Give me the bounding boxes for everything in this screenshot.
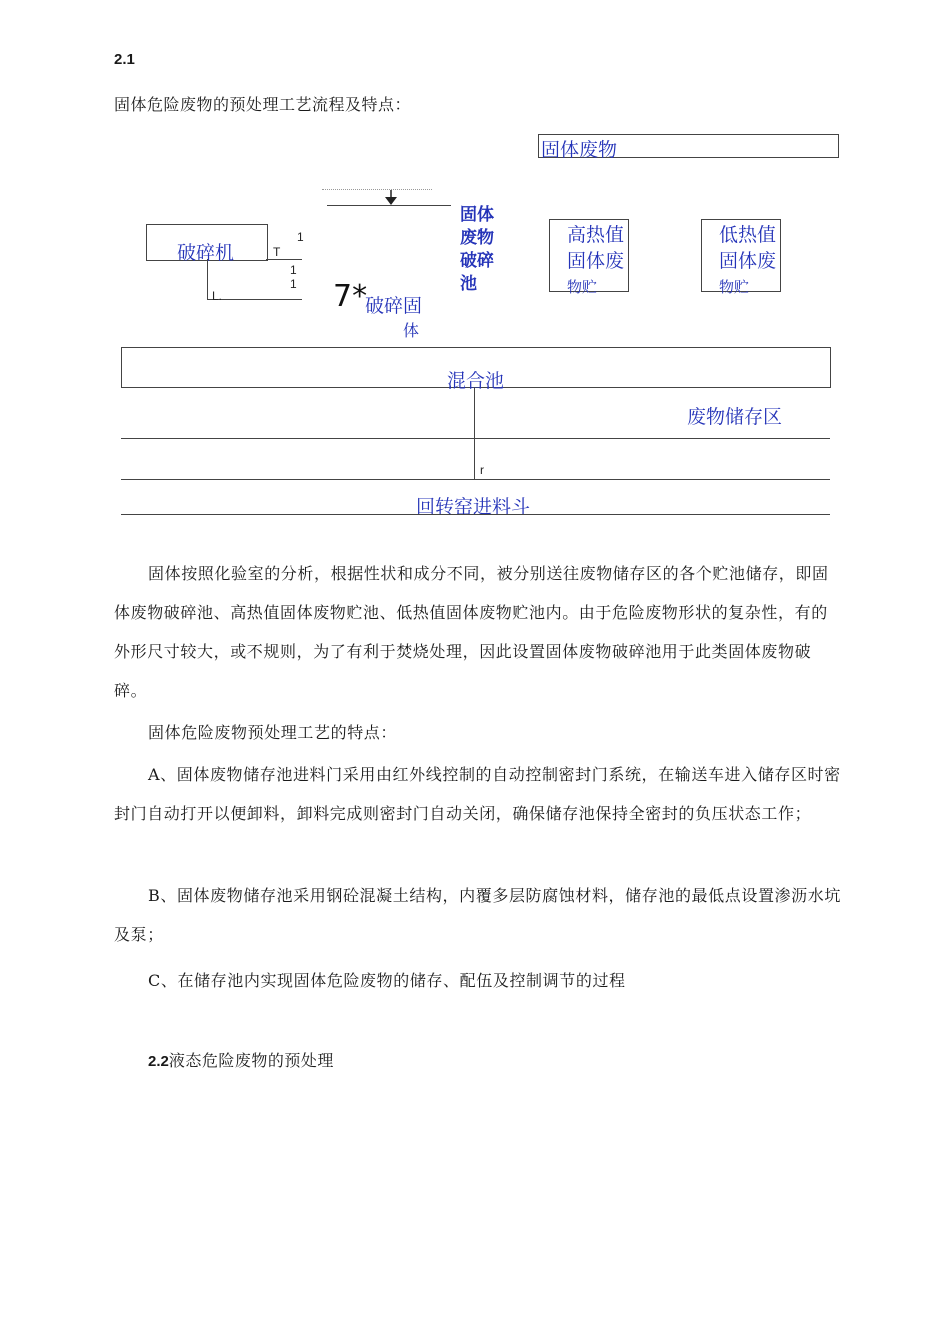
mark-t: T xyxy=(273,245,281,259)
paragraph-feature-c xyxy=(114,961,844,1000)
section-intro: 固体危险废物的预处理工艺流程及特点： xyxy=(114,95,412,114)
down-arrow-icon xyxy=(384,190,398,206)
solid-waste-box xyxy=(538,134,839,161)
paragraph-text: C、在储存池内实现固体危险废物的储存、配伍及控制调节的过程 xyxy=(148,971,626,990)
mixing-pool-box xyxy=(121,347,831,392)
low-heat-line-3: 物贮 xyxy=(719,278,750,296)
crush-pool-line-4: 池 xyxy=(460,274,477,294)
low-heat-line-1: 低热值 xyxy=(719,224,777,246)
crusher-down-line xyxy=(207,259,208,299)
section2-heading xyxy=(148,1048,334,1071)
crusher-box xyxy=(146,224,268,264)
center-vertical-line xyxy=(474,387,475,480)
paragraph-feature-b xyxy=(114,876,844,954)
mark-l: L. xyxy=(212,289,223,303)
high-heat-label xyxy=(567,222,624,300)
mark-r: r xyxy=(480,463,484,477)
section2-title: 液态危险废物的预处理 xyxy=(168,1051,334,1070)
high-heat-box xyxy=(549,219,629,296)
crushed-solid-label: 破碎固 xyxy=(365,295,423,317)
low-heat-box xyxy=(701,219,781,296)
low-heat-label xyxy=(719,222,776,300)
kiln-hopper-label: 回转窑进料斗 xyxy=(416,496,531,518)
mark-1a: 1 xyxy=(297,230,304,244)
low-heat-line-2: 固体废 xyxy=(719,250,777,272)
paragraph-classification xyxy=(114,554,844,710)
crusher-label: 破碎机 xyxy=(177,242,235,264)
hopper-bottom-line xyxy=(121,514,830,515)
storage-area-label: 废物储存区 xyxy=(687,406,783,428)
crushed-solid-cut-wrap xyxy=(403,318,433,340)
paragraph-features-heading xyxy=(114,713,844,752)
mixing-pool-label: 混合池 xyxy=(447,370,505,392)
high-heat-line-3: 物贮 xyxy=(567,278,598,296)
paragraph-text: 固体危险废物预处理工艺的特点： xyxy=(148,723,398,742)
seven-star-mark: 7* xyxy=(333,279,368,314)
crushed-solid-cut: 体 xyxy=(403,321,420,340)
mark-1c: 1 xyxy=(290,277,297,291)
crush-pool-label xyxy=(460,204,494,296)
paragraph-text: B、固体废物储存池采用钢砼混凝土结构，内覆多层防腐蚀材料，储存池的最低点设置渗沥水坑及泵； xyxy=(114,886,841,944)
section2-number: 2.2 xyxy=(148,1053,169,1070)
paragraph-text: 固体按照化验室的分析，根据性状和成分不同，被分别送往废物储存区的各个贮池储存，即固体废物破碎池、高热值固体废物贮池、低热值固体废物贮池内。由于危险废物形状的复杂性，有的外形尺寸较大，或不规则，为了有利于焚烧处理，因此设置固体废物破碎池用于此类固体废物破碎。 xyxy=(114,564,829,700)
section-number: 2.1 xyxy=(114,51,135,68)
crush-pool-line-1: 固体 xyxy=(460,205,494,225)
paragraph-text: A、固体废物储存池进料门采用由红外线控制的自动控制密封门系统，在输送车进入储存区时密封门自动打开以便卸料，卸料完成则密封门自动关闭，确保储存池保持全密封的负压状态工作； xyxy=(114,765,841,823)
hopper-top-line xyxy=(121,479,830,480)
crush-pool-line-2: 废物 xyxy=(460,228,494,248)
crusher-out-line xyxy=(266,259,302,260)
paragraph-feature-a xyxy=(114,755,844,833)
high-heat-line-2: 固体废 xyxy=(567,250,625,272)
crush-pool-line-3: 破碎 xyxy=(460,251,494,271)
dotted-guide-line xyxy=(322,189,432,190)
feed-line xyxy=(327,205,451,206)
high-heat-line-1: 高热值 xyxy=(567,224,625,246)
mark-1b: 1 xyxy=(290,263,297,277)
solid-waste-label: 固体废物 xyxy=(541,139,618,161)
storage-divider-line xyxy=(121,438,830,439)
